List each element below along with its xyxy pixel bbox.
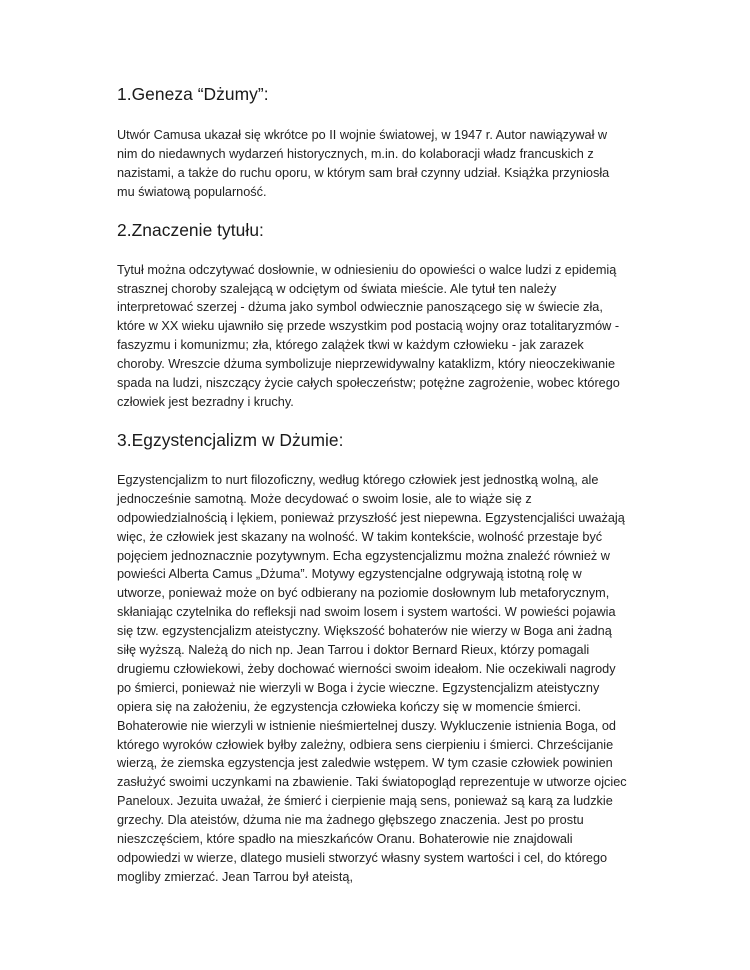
section-title-meaning <box>117 219 629 412</box>
section-heading-genesis: 1.Geneza “Dżumy”: <box>117 84 269 104</box>
document-page <box>117 80 629 887</box>
section-existentialism <box>117 429 629 887</box>
section-body-genesis: Utwór Camusa ukazał się wkrótce po II wojnie światowej, w 1947 r. Autor nawiązywał w nim do niedawnych wydarzeń historycznych, m.in. do kolaboracji władz francuskich z nazistami, a także do ruchu oporu, w którym sam brał czynny udział. Książka przyniosła mu światową popularność. <box>117 128 610 199</box>
section-genesis <box>117 83 629 202</box>
section-body-existentialism: Egzystencjalizm to nurt filozoficzny, według którego człowiek jest jednostką wolną, ale jednocześnie samotną. Może decydować o swoim losie, ale to wiąże się z odpowiedzialnością i lękiem, ponieważ przyszłość jest niepewna. Egzystencjaliści uważają więc, że człowiek jest skazany na wolność. W takim kontekście, wolność przestaje być pojęciem jednoznacznie pozytywnym. Echa egzystencjalizmu można znaleźć również w powieści Alberta Camus „Dżuma”. Motywy egzystencjalne odgrywają istotną rolę w utworze, ponieważ może on być odbierany na poziomie dosłownym lub metaforycznym, skłaniając czytelnika do refleksji nad swoim losem i system wartości. W powieści pojawia się tzw. egzystencjalizm ateistyczny. Większość bohaterów nie wierzy w Boga ani żadną siłę wyższą. Należą do nich np. Jean Tarrou i doktor Bernard Rieux, którzy pomagali drugiemu człowiekowi, żeby dochować wierności swoim ideałom. Nie oczekiwali nagrody po śmierci, ponieważ nie wierzyli w Boga i życie wieczne. Egzystencjalizm ateistyczny opiera się na założeniu, że egzystencja człowieka kończy się w momencie śmierci. Bohaterowie nie wierzyli w istnienie nieśmiertelnej duszy. Wykluczenie istnienia Boga, od którego wyroków człowiek byłby zależny, odbiera sens cierpieniu i śmierci. Chrześcijanie wierzą, że ziemska egzystencja jest zaledwie wstępem. W tym czasie człowiek powinien zasłużyć swoimi uczynkami na zbawienie. Taki światopogląd reprezentuje w utworze ojciec Paneloux. Jezuita uważał, że śmierć i cierpienie mają sens, ponieważ są karą za ludzkie grzechy. Dla ateistów, dżuma nie ma żadnego głębszego znaczenia. Jest po prostu nieszczęściem, które spadło na mieszkańców Oranu. Bohaterowie nie znajdowali odpowiedzi w wierze, dlatego musieli stworzyć własny system wartości i cel, do którego mogliby zmierzać. Jean Tarrou był ateistą, <box>117 472 627 884</box>
section-heading-title-meaning: 2.Znaczenie tytułu: <box>117 219 264 240</box>
section-body-title-meaning: Tytuł można odczytywać dosłownie, w odniesieniu do opowieści o walce ludzi z epidemią strasznej choroby szalejącą w odciętym od świata mieście. Ale tytuł ten należy interpretować szerzej - dżuma jako symbol odwiecznie panoszącego się w świecie zła, które w XX wieku ujawniło się przede wszystkim pod postacią wojny oraz totalitaryzmów - faszyzmu i komunizmu; zła, którego zalążek tkwi w każdym człowieku - jak zarazek choroby. Wreszcie dżuma symbolizuje nieprzewidywalny kataklizm, który nieoczekiwanie spada na ludzi, niszczący życie całych społeczeństw; potężne zagrożenie, wobec którego człowiek jest bezradny i kruchy. <box>117 262 620 409</box>
section-heading-existentialism: 3.Egzystencjalizm w Dżumie: <box>117 429 344 450</box>
